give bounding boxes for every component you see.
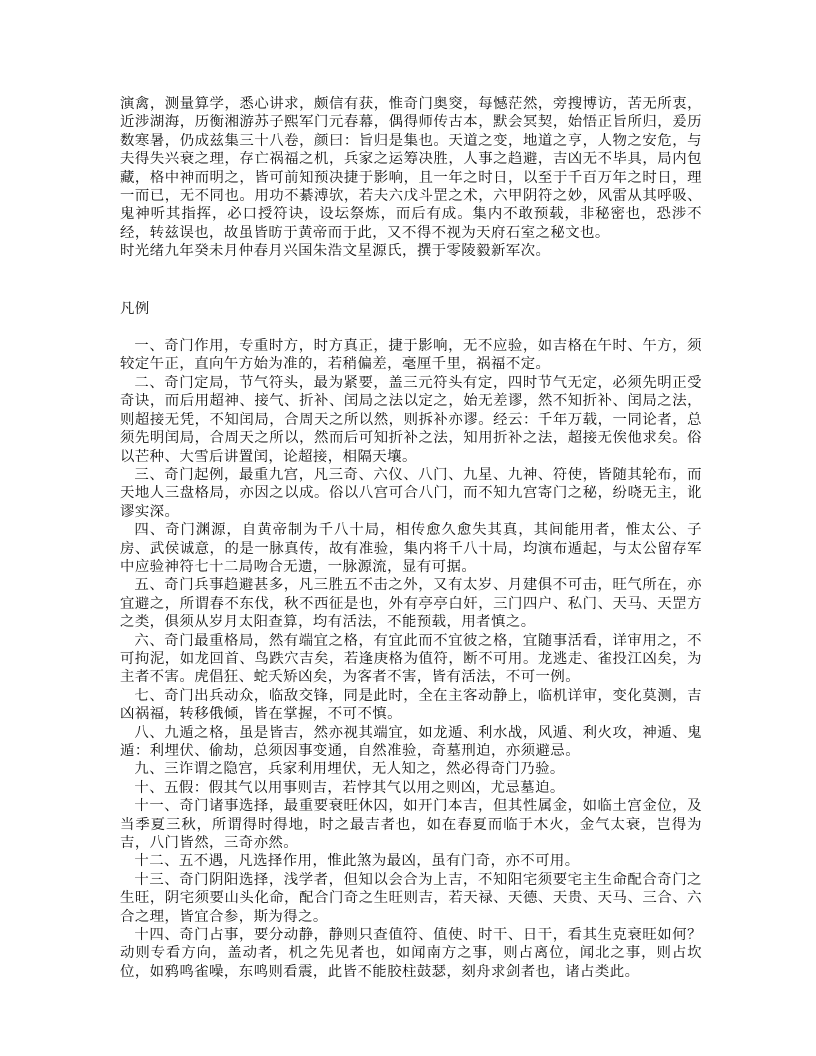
rule-item: 十三、奇门阴阳选择，浅学者，但知以会合为上吉，不知阳宅须要宅主生命配合奇门之生旺，阴宅须要山头化命，配合门奇之生旺则吉，若天禄、天德、天贵、天马、三合、六合之理，皆宜合参，斯为得之。 bbox=[120, 871, 702, 925]
rule-item: 二、奇门定局，节气符头，最为紧要，盖三元符头有定，四时节气无定，必须先明正受奇诀，而后用超神、接气、折补、闰局之法以定之，始无差谬，然不知折补、闰局之法，则超接无凭，不知闰局，合周天之所以然，则拆补亦谬。经云：千年万载，一同论者，总须先明闰局，合周天之所以，然而后可知折补之法，知用折补之法，超接无俟他求矣。俗以芒种、大雪后讲置闰，论超接，相隔天壤。 bbox=[120, 374, 702, 465]
preface-body: 演禽，测量算学，悉心讲求，颇信有获，惟奇门奥窔，每憾茫然，旁搜博访，苦无所衷，近涉湖海，历衡湘游苏子熙军门元春幕，偶得师传古本，默会冥契，始悟正旨所归，爰历数寒暑，仍成兹集三十八卷，颜曰：旨归是集也。天道之变，地道之亨，人物之安危，与夫得失兴衰之理，存亡祸福之机，兵家之运筹决胜，人事之趋避，吉凶无不毕具，局内包藏，格中神而明之，皆可前知预决捷于影响，且一年之时日，以至于千百万年之时日，理一而已，无不同也。用功不綦溥欤，若夫六戊斗罡之术，六甲阴符之妙，风雷从其呼吸、鬼神听其指挥，必口授符诀，设坛祭炼，而后有成。集内不敢预载，非秘密也，恐涉不经，转兹误也，故虽皆昉于黄帝而于此，又不得不视为天府石室之秘文也。 bbox=[120, 96, 702, 241]
rule-item: 八、九遁之格，虽是皆吉，然亦视其端宜，如龙遁、利水战，风遁、利火攻，神遁、鬼遁：利埋伏、偷劫，总须因事变通，自然准验，奇墓刑迫，亦须避忌。 bbox=[120, 724, 702, 759]
rule-item: 十四、奇门占事，要分动静，静则只查值符、值使、时干、日干，看其生克衰旺如何？动则专看方向，盖动者，机之先见者也，如闻南方之事，则占离位，闻北之事，则占坎位，如鸦鸣雀噪，东鸣则看震，此皆不能胶柱鼓瑟，刻舟求剑者也，诸占类此。 bbox=[120, 927, 702, 980]
rule-item: 七、奇门出兵动众，临敌交锋，同是此时，全在主客动静上，临机详审，变化莫测，吉凶祸福，转移俄倾，皆在掌握，不可不慎。 bbox=[120, 687, 702, 723]
rule-item: 六、奇门最重格局，然有端宜之格，有宜此而不宜彼之格，宜随事活看，详审用之，不可拘泥，如龙回首、鸟跌穴吉矣，若逢庚格为值符，断不可用。龙逃走、雀投江凶矣，为主者不害。虎倡狂、蛇夭矫凶矣，为客者不害，皆有活法，不可一例。 bbox=[120, 632, 702, 686]
section-title: 凡例 bbox=[120, 300, 150, 317]
rule-item: 一、奇门作用，专重时方，时方真正，捷于影响，无不应验，如吉格在午时、午方，须较定午正，直向午方始为准的，若稍偏差，毫厘千里，祸福不定。 bbox=[120, 338, 702, 373]
preface-signature: 时光绪九年癸未月仲春月兴国朱浩文星源氏，撰于零陵毅新军次。 bbox=[120, 243, 551, 260]
rule-item: 九、三诈谓之隐宫，兵家利用埋伏，无人知之，然必得奇门乃验。 bbox=[134, 761, 565, 778]
rule-item: 五、奇门兵事趋避甚多，凡三胜五不击之外，又有太岁、月建俱不可击，旺气所在，亦宜避之，所谓春不东伐，秋不西征是也，外有亭亭白奸，三门四户、私门、天马、天罡方之类，俱须从岁月太阳查算，均有活法，不能预载，用者慎之。 bbox=[120, 577, 702, 631]
document-page bbox=[120, 95, 702, 981]
rule-item: 十、五假：假其气以用事则吉，若悖其气以用之则凶，尤忌墓迫。 bbox=[134, 779, 565, 796]
spacer bbox=[120, 318, 702, 337]
rule-item: 十二、五不遇，凡选择作用，惟此煞为最凶，虽有门奇，亦不可用。 bbox=[134, 853, 580, 870]
rule-item: 三、奇门起例，最重九宫，凡三奇、六仪、八门、九星、九神、符使，皆随其轮布，而天地人三盘格局，亦因之以成。俗以八宫可合八门，而不知九宫寄门之秘，纷哓无主，讹谬实深。 bbox=[120, 466, 702, 520]
rule-item: 十一、奇门诸事选择，最重要衰旺休囚，如开门本吉，但其性属金，如临土宫金位，及当季夏三秋，所谓得时得地，时之最吉者也，如在春夏而临于木火，金气太衰，岂得为吉，八门皆然，三奇亦然。 bbox=[120, 798, 702, 852]
rules-list bbox=[120, 337, 702, 981]
spacer bbox=[120, 261, 702, 300]
rule-item: 四、奇门渊源，自黄帝制为千八十局，相传愈久愈失其真，其间能用者，惟太公、子房、武侯诚意，的是一脉真传，故有准验，集内将千八十局，均演布遁起，与太公留存军中应验神符七十二局吻合无遗，一脉源流，显有可据。 bbox=[120, 522, 702, 575]
